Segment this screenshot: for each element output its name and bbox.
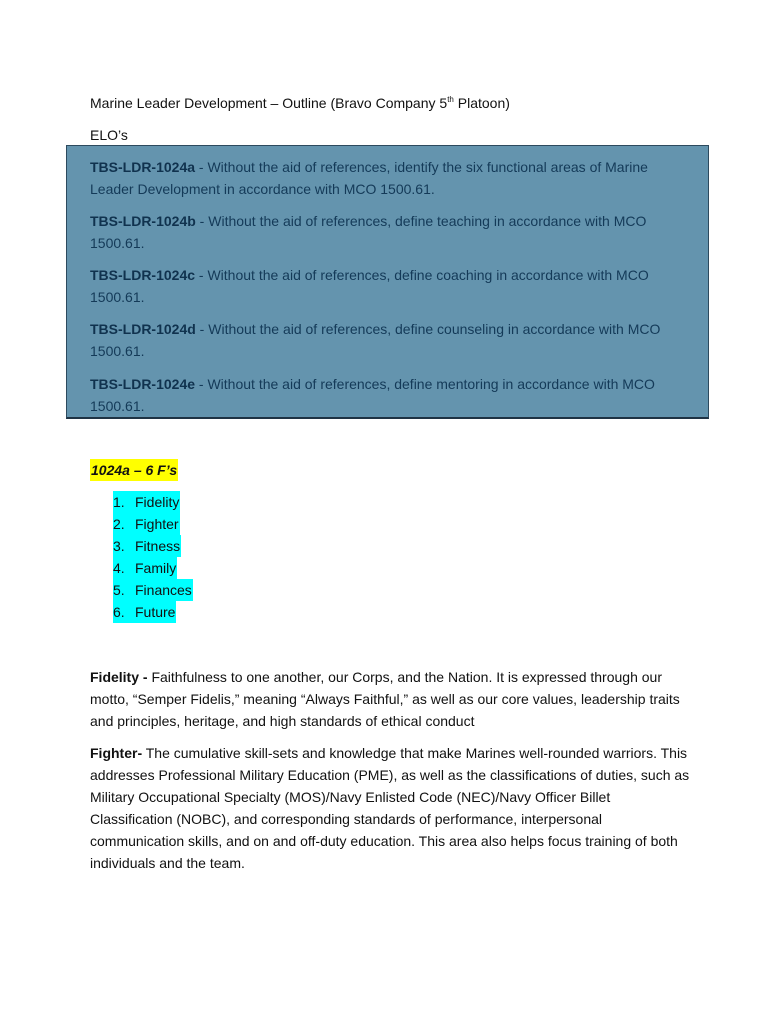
list-label: Fidelity — [135, 494, 180, 510]
elo-text: - Without the aid of references, define coaching in accordance with MCO 1500.61. — [90, 267, 649, 305]
elo-text: - Without the aid of references, define counseling in accordance with MCO 1500.61. — [90, 321, 661, 359]
section-heading: 1024a – 6 F’s — [90, 459, 178, 481]
elo-item — [90, 264, 690, 308]
list-item — [113, 535, 193, 557]
list-item-highlight — [113, 601, 176, 623]
list-number: 5. — [113, 582, 125, 598]
fidelity-definition — [90, 666, 690, 732]
list-item-highlight — [113, 557, 177, 579]
elo-text: - Without the aid of references, define teaching in accordance with MCO 1500.61. — [90, 213, 647, 251]
elo-text: - Without the aid of references, define mentoring in accordance with MCO 1500.61. — [90, 376, 655, 414]
definition-text: Faithfulness to one another, our Corps, and the Nation. It is expressed through our motto, “Semper Fidelis,” meaning “Always Faithful,” as well as our core values, leadership traits and principles, heritage, and high standards of ethical conduct — [90, 669, 680, 729]
document-title — [90, 92, 510, 114]
list-label: Future — [135, 604, 176, 620]
list-number: 1. — [113, 494, 125, 510]
list-item — [113, 491, 193, 513]
list-item-highlight — [113, 491, 180, 513]
elo-code: TBS-LDR-1024c — [90, 267, 196, 283]
elo-item — [90, 210, 690, 254]
elo-code: TBS-LDR-1024b — [90, 213, 196, 229]
definition-term: Fighter- — [90, 745, 143, 761]
list-number: 6. — [113, 604, 125, 620]
list-item — [113, 557, 193, 579]
elo-box — [66, 145, 709, 419]
list-label: Fighter — [135, 516, 179, 532]
six-fs-list — [113, 491, 193, 623]
list-label: Finances — [135, 582, 192, 598]
list-item — [113, 601, 193, 623]
elo-text: - Without the aid of references, identify the six functional areas of Marine Leader Development in accordance with MCO 1500.61. — [90, 159, 648, 197]
fighter-definition — [90, 742, 690, 874]
list-number: 2. — [113, 516, 125, 532]
elo-code: TBS-LDR-1024d — [90, 321, 196, 337]
title-superscript: th — [447, 95, 454, 104]
list-item-highlight — [113, 535, 181, 557]
list-number: 4. — [113, 560, 125, 576]
elo-code: TBS-LDR-1024e — [90, 376, 196, 392]
elo-code: TBS-LDR-1024a — [90, 159, 196, 175]
list-number: 3. — [113, 538, 125, 554]
title-prefix: Marine Leader Development – Outline (Bravo Company 5 — [90, 95, 448, 111]
elo-item — [90, 373, 690, 417]
list-label: Fitness — [135, 538, 181, 554]
definition-term: Fidelity - — [90, 669, 148, 685]
elo-item — [90, 156, 690, 200]
list-label: Family — [135, 560, 177, 576]
elo-heading: ELO’s — [90, 127, 128, 143]
elo-item — [90, 318, 690, 362]
list-item — [113, 513, 193, 535]
list-item-highlight — [113, 513, 180, 535]
definition-text: The cumulative skill-sets and knowledge that make Marines well-rounded warriors. This addresses Professional Military Education (PME), as well as the classifications of duties, such as Military Occupational Specialty (MOS)/Navy Enlisted Code (NEC)/Navy Officer Billet Classification (NOBC), and corresponding standards of performance, interpersonal communication skills, and on and off-duty education. This area also helps focus training of both individuals and the team. — [90, 745, 690, 871]
list-item-highlight — [113, 579, 193, 601]
title-suffix: Platoon) — [453, 95, 510, 111]
list-item — [113, 579, 193, 601]
